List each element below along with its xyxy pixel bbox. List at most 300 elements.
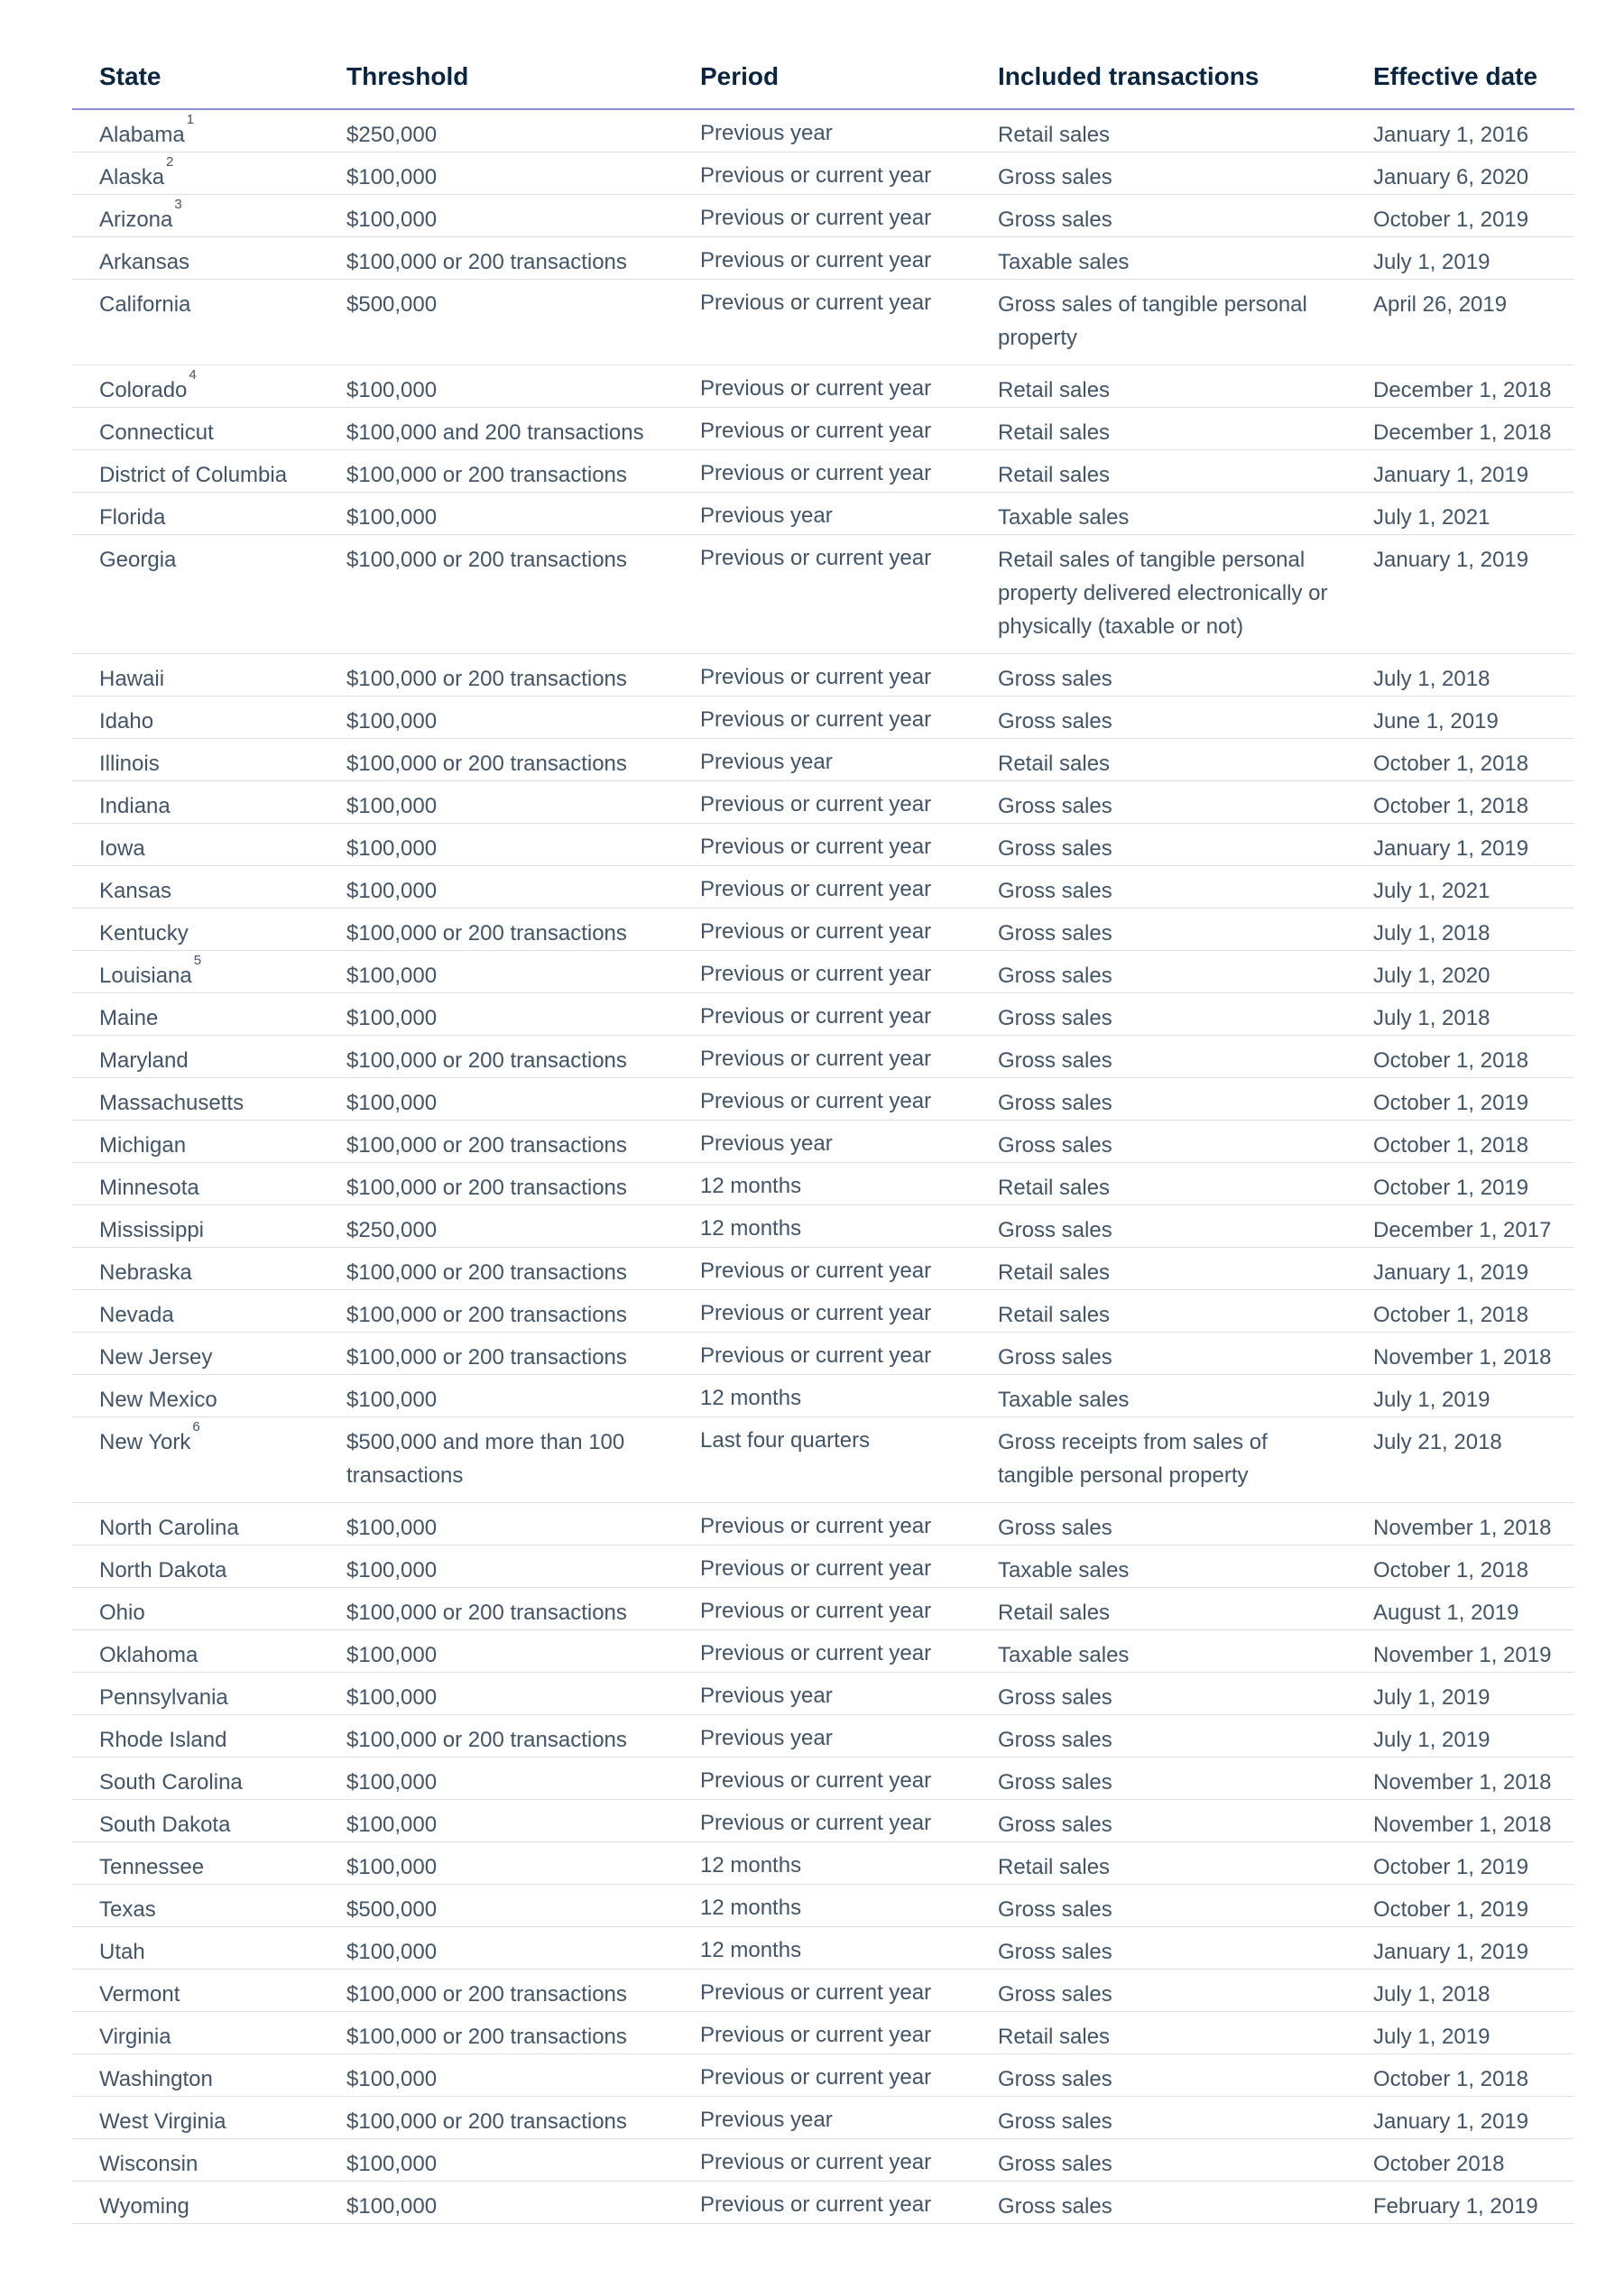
threshold-cell	[319, 1842, 673, 1885]
table-row	[72, 1630, 1574, 1673]
threshold-cell	[319, 697, 673, 739]
included-transactions-cell	[971, 1758, 1346, 1800]
included-transactions-cell	[971, 1121, 1346, 1163]
state-cell	[72, 280, 319, 365]
period-cell-text: Previous or current year	[700, 1556, 932, 1581]
threshold-cell-text: $100,000	[346, 1770, 438, 1795]
table-row	[72, 2139, 1574, 2182]
effective-date-cell	[1346, 1588, 1574, 1630]
effective-date-cell	[1346, 535, 1574, 654]
state-cell-text: Minnesota	[99, 1176, 199, 1200]
included-transactions-cell	[971, 1333, 1346, 1375]
state-cell-text: South Dakota	[99, 1813, 231, 1837]
effective-date-cell	[1346, 450, 1574, 493]
period-cell-text: Previous year	[700, 2108, 833, 2132]
threshold-cell-text: $100,000 or 200 transactions	[346, 250, 627, 274]
state-cell	[72, 1121, 319, 1163]
threshold-cell-text: $100,000 or 200 transactions	[346, 1303, 627, 1327]
period-cell-text: Previous or current year	[700, 163, 932, 188]
threshold-cell	[319, 2097, 673, 2139]
effective-date-cell-text: July 1, 2019	[1373, 1388, 1490, 1412]
period-cell	[673, 1842, 971, 1885]
table-row	[72, 1375, 1574, 1417]
effective-date-cell-text: July 1, 2019	[1373, 250, 1490, 274]
threshold-cell-text: $100,000 or 200 transactions	[346, 2109, 627, 2134]
threshold-cell-text: $100,000 or 200 transactions	[346, 1176, 627, 1200]
table-row	[72, 1545, 1574, 1588]
period-cell	[673, 493, 971, 535]
state-cell-text: Mississippi	[99, 1218, 205, 1242]
period-cell	[673, 280, 971, 365]
footnote-marker: 2	[166, 154, 174, 170]
state-cell-text: Oklahoma	[99, 1643, 198, 1667]
period-cell	[673, 2097, 971, 2139]
threshold-cell	[319, 1121, 673, 1163]
included-transactions-cell-text: Gross receipts from sales of tangible personal property	[998, 1430, 1268, 1488]
included-transactions-cell	[971, 195, 1346, 237]
threshold-cell-text: $100,000 or 200 transactions	[346, 1601, 627, 1625]
threshold-cell-text: $100,000 or 200 transactions	[346, 463, 627, 487]
table-row	[72, 697, 1574, 739]
state-cell	[72, 1333, 319, 1375]
effective-date-cell	[1346, 1673, 1574, 1715]
effective-date-cell-text: January 1, 2019	[1373, 836, 1529, 861]
state-cell-text: Michigan	[99, 1133, 187, 1158]
state-cell	[72, 1205, 319, 1248]
period-cell-text: Previous or current year	[700, 835, 932, 859]
period-cell-text: Previous or current year	[700, 291, 932, 315]
state-cell	[72, 1715, 319, 1758]
period-cell	[673, 195, 971, 237]
period-cell-text: Previous or current year	[700, 919, 932, 944]
threshold-cell	[319, 1885, 673, 1927]
threshold-cell-text: $250,000	[346, 1218, 438, 1242]
state-cell	[72, 739, 319, 781]
threshold-cell	[319, 1205, 673, 1248]
included-transactions-cell-text: Gross sales	[998, 1516, 1112, 1540]
effective-date-cell-text: July 1, 2018	[1373, 667, 1490, 691]
state-cell	[72, 109, 319, 152]
period-cell-text: Previous or current year	[700, 665, 932, 689]
included-transactions-cell	[971, 1417, 1346, 1503]
effective-date-cell-text: February 1, 2019	[1373, 2194, 1538, 2219]
period-cell	[673, 1417, 971, 1503]
threshold-cell-text: $250,000	[346, 123, 438, 147]
included-transactions-cell-text: Gross sales	[998, 2109, 1112, 2134]
period-cell-text: Previous or current year	[700, 1811, 932, 1835]
state-cell-text: Virginia	[99, 2025, 171, 2049]
effective-date-cell	[1346, 1927, 1574, 1970]
period-cell-text: Previous or current year	[700, 546, 932, 570]
effective-date-cell	[1346, 1375, 1574, 1417]
period-cell	[673, 2139, 971, 2182]
column-header-period: Period	[673, 45, 971, 109]
period-cell-text: Previous year	[700, 1726, 833, 1750]
period-cell	[673, 1715, 971, 1758]
effective-date-cell-text: October 1, 2018	[1373, 752, 1529, 776]
table-row	[72, 152, 1574, 195]
state-cell	[72, 152, 319, 195]
threshold-cell	[319, 2054, 673, 2097]
table-row	[72, 1417, 1574, 1503]
state-cell-text: Tennessee	[99, 1855, 205, 1879]
threshold-cell	[319, 280, 673, 365]
period-cell	[673, 1248, 971, 1290]
state-cell	[72, 909, 319, 951]
included-transactions-cell	[971, 1205, 1346, 1248]
effective-date-cell	[1346, 493, 1574, 535]
threshold-cell-text: $100,000 or 200 transactions	[346, 1260, 627, 1285]
state-cell	[72, 493, 319, 535]
footnote-marker: 6	[192, 1419, 200, 1435]
state-cell	[72, 1885, 319, 1927]
period-cell	[673, 781, 971, 824]
included-transactions-cell	[971, 1800, 1346, 1842]
state-cell	[72, 1078, 319, 1121]
threshold-cell	[319, 1503, 673, 1545]
threshold-cell-text: $100,000	[346, 1558, 438, 1582]
state-cell-text: Vermont	[99, 1982, 180, 2007]
threshold-cell	[319, 408, 673, 450]
included-transactions-cell	[971, 1078, 1346, 1121]
effective-date-cell-text: December 1, 2018	[1373, 420, 1552, 445]
table-row	[72, 109, 1574, 152]
threshold-cell-text: $100,000	[346, 208, 438, 232]
state-cell	[72, 450, 319, 493]
table-row	[72, 1036, 1574, 1078]
effective-date-cell-text: April 26, 2019	[1373, 292, 1508, 317]
table-row	[72, 535, 1574, 654]
table-row	[72, 1163, 1574, 1205]
effective-date-cell-text: July 1, 2021	[1373, 879, 1490, 903]
effective-date-cell-text: November 1, 2019	[1373, 1643, 1552, 1667]
included-transactions-cell	[971, 493, 1346, 535]
effective-date-cell	[1346, 2012, 1574, 2054]
period-cell-text: Previous year	[700, 503, 833, 528]
effective-date-cell	[1346, 1503, 1574, 1545]
table-row	[72, 993, 1574, 1036]
included-transactions-cell-text: Gross sales	[998, 1345, 1112, 1370]
period-cell	[673, 1375, 971, 1417]
state-cell-text: Indiana	[99, 794, 171, 818]
period-cell	[673, 450, 971, 493]
state-cell-text: Wyoming	[99, 2194, 189, 2219]
threshold-cell-text: $100,000	[346, 1685, 438, 1710]
included-transactions-cell	[971, 909, 1346, 951]
effective-date-cell	[1346, 1842, 1574, 1885]
effective-date-cell	[1346, 909, 1574, 951]
included-transactions-cell	[971, 1673, 1346, 1715]
included-transactions-cell	[971, 781, 1346, 824]
effective-date-cell	[1346, 2097, 1574, 2139]
included-transactions-cell-text: Gross sales of tangible personal property	[998, 292, 1307, 350]
threshold-cell	[319, 195, 673, 237]
included-transactions-cell	[971, 2054, 1346, 2097]
included-transactions-cell-text: Gross sales	[998, 1770, 1112, 1795]
effective-date-cell-text: October 1, 2018	[1373, 794, 1529, 818]
effective-date-cell	[1346, 408, 1574, 450]
threshold-cell	[319, 1715, 673, 1758]
table-body	[72, 109, 1574, 2224]
effective-date-cell	[1346, 654, 1574, 697]
threshold-cell-text: $100,000	[346, 2194, 438, 2219]
included-transactions-cell-text: Retail sales	[998, 1855, 1111, 1879]
period-cell-text: 12 months	[700, 1938, 802, 1962]
effective-date-cell-text: January 1, 2019	[1373, 1940, 1529, 1964]
state-cell	[72, 697, 319, 739]
included-transactions-cell-text: Gross sales	[998, 1133, 1112, 1158]
effective-date-cell-text: January 1, 2016	[1373, 123, 1529, 147]
state-cell	[72, 1758, 319, 1800]
column-header-state: State	[72, 45, 319, 109]
period-cell	[673, 1758, 971, 1800]
state-cell-text: Kansas	[99, 879, 172, 903]
threshold-cell	[319, 535, 673, 654]
state-cell-text: Nevada	[99, 1303, 174, 1327]
state-cell-text: North Carolina	[99, 1516, 239, 1540]
threshold-cell-text: $100,000	[346, 1006, 438, 1030]
period-cell	[673, 1545, 971, 1588]
included-transactions-cell	[971, 824, 1346, 866]
period-cell-text: 12 months	[700, 1174, 802, 1198]
effective-date-cell-text: October 2018	[1373, 2152, 1505, 2176]
effective-date-cell	[1346, 365, 1574, 408]
threshold-cell	[319, 1290, 673, 1333]
period-cell	[673, 1503, 971, 1545]
threshold-cell-text: $100,000 or 200 transactions	[346, 1133, 627, 1158]
period-cell-text: Previous year	[700, 121, 833, 145]
table-row	[72, 1248, 1574, 1290]
state-cell-text: Illinois	[99, 752, 160, 776]
effective-date-cell	[1346, 1715, 1574, 1758]
table-row	[72, 1927, 1574, 1970]
period-cell	[673, 152, 971, 195]
included-transactions-cell-text: Gross sales	[998, 1728, 1112, 1752]
period-cell	[673, 866, 971, 909]
effective-date-cell	[1346, 1970, 1574, 2012]
table-row	[72, 654, 1574, 697]
included-transactions-cell	[971, 237, 1346, 280]
period-cell-text: 12 months	[700, 1386, 802, 1410]
included-transactions-cell-text: Retail sales	[998, 2025, 1111, 2049]
included-transactions-cell	[971, 866, 1346, 909]
included-transactions-cell-text: Gross sales	[998, 1940, 1112, 1964]
period-cell	[673, 365, 971, 408]
table-row	[72, 1715, 1574, 1758]
included-transactions-cell-text: Gross sales	[998, 1685, 1112, 1710]
included-transactions-cell	[971, 1630, 1346, 1673]
threshold-cell	[319, 237, 673, 280]
effective-date-cell-text: October 1, 2018	[1373, 1303, 1529, 1327]
state-cell-text: Alabama	[99, 123, 185, 147]
included-transactions-cell	[971, 739, 1346, 781]
effective-date-cell	[1346, 1417, 1574, 1503]
state-cell	[72, 1036, 319, 1078]
threshold-cell-text: $100,000 or 200 transactions	[346, 752, 627, 776]
period-cell-text: Previous or current year	[700, 206, 932, 230]
state-cell-text: Texas	[99, 1897, 156, 1922]
threshold-cell-text: $100,000	[346, 794, 438, 818]
threshold-cell-text: $100,000 or 200 transactions	[346, 1728, 627, 1752]
table-row	[72, 1588, 1574, 1630]
table-row	[72, 450, 1574, 493]
threshold-cell-text: $100,000	[346, 378, 438, 402]
effective-date-cell-text: October 1, 2018	[1373, 1048, 1529, 1073]
effective-date-cell	[1346, 1333, 1574, 1375]
state-cell-text: Connecticut	[99, 420, 214, 445]
included-transactions-cell	[971, 1588, 1346, 1630]
threshold-cell	[319, 450, 673, 493]
period-cell	[673, 654, 971, 697]
included-transactions-cell-text: Gross sales	[998, 2067, 1112, 2091]
threshold-cell	[319, 781, 673, 824]
included-transactions-cell	[971, 1885, 1346, 1927]
included-transactions-cell	[971, 2139, 1346, 2182]
included-transactions-cell-text: Retail sales	[998, 463, 1111, 487]
threshold-cell	[319, 2012, 673, 2054]
period-cell	[673, 1121, 971, 1163]
period-cell	[673, 237, 971, 280]
included-transactions-cell	[971, 152, 1346, 195]
period-cell-text: Previous year	[700, 750, 833, 774]
table-row	[72, 280, 1574, 365]
period-cell	[673, 739, 971, 781]
threshold-cell	[319, 1333, 673, 1375]
effective-date-cell-text: August 1, 2019	[1373, 1601, 1519, 1625]
effective-date-cell	[1346, 993, 1574, 1036]
threshold-cell	[319, 866, 673, 909]
state-cell-text: Pennsylvania	[99, 1685, 228, 1710]
included-transactions-cell	[971, 1036, 1346, 1078]
footnote-marker: 3	[174, 197, 182, 212]
state-cell	[72, 2097, 319, 2139]
included-transactions-cell	[971, 1927, 1346, 1970]
period-cell	[673, 909, 971, 951]
state-cell-text: Maryland	[99, 1048, 189, 1073]
table-row	[72, 1333, 1574, 1375]
effective-date-cell-text: July 1, 2018	[1373, 921, 1490, 946]
included-transactions-cell-text: Taxable sales	[998, 250, 1130, 274]
included-transactions-cell-text: Gross sales	[998, 879, 1112, 903]
effective-date-cell	[1346, 280, 1574, 365]
state-cell	[72, 1545, 319, 1588]
effective-date-cell	[1346, 866, 1574, 909]
footnote-marker: 4	[189, 367, 197, 383]
state-cell	[72, 1588, 319, 1630]
period-cell	[673, 1673, 971, 1715]
included-transactions-cell-text: Taxable sales	[998, 1388, 1130, 1412]
threshold-cell	[319, 1673, 673, 1715]
state-cell	[72, 1503, 319, 1545]
effective-date-cell	[1346, 2054, 1574, 2097]
table-row	[72, 1970, 1574, 2012]
table-row	[72, 1503, 1574, 1545]
table-row	[72, 1205, 1574, 1248]
table-row	[72, 1842, 1574, 1885]
period-cell-text: Previous or current year	[700, 792, 932, 817]
threshold-cell-text: $100,000 and 200 transactions	[346, 420, 644, 445]
state-cell-text: Maine	[99, 1006, 159, 1030]
effective-date-cell-text: November 1, 2018	[1373, 1770, 1552, 1795]
state-cell-text: Hawaii	[99, 667, 165, 691]
threshold-cell-text: $100,000	[346, 165, 438, 189]
state-cell	[72, 2054, 319, 2097]
period-cell-text: Previous or current year	[700, 1514, 932, 1538]
state-cell	[72, 993, 319, 1036]
threshold-cell-text: $100,000	[346, 964, 438, 988]
included-transactions-cell-text: Retail sales	[998, 1260, 1111, 1285]
effective-date-cell	[1346, 1121, 1574, 1163]
state-cell-text: West Virginia	[99, 2109, 226, 2134]
effective-date-cell-text: June 1, 2019	[1373, 709, 1499, 734]
period-cell-text: Previous or current year	[700, 1259, 932, 1283]
period-cell-text: Previous or current year	[700, 1599, 932, 1623]
included-transactions-cell-text: Gross sales	[998, 208, 1112, 232]
state-cell-text: New Mexico	[99, 1388, 217, 1412]
period-cell	[673, 1078, 971, 1121]
included-transactions-cell-text: Gross sales	[998, 667, 1112, 691]
included-transactions-cell-text: Taxable sales	[998, 1643, 1130, 1667]
period-cell	[673, 1885, 971, 1927]
threshold-cell-text: $100,000 or 200 transactions	[346, 1345, 627, 1370]
effective-date-cell	[1346, 109, 1574, 152]
state-cell-text: Rhode Island	[99, 1728, 227, 1752]
period-cell-text: Previous or current year	[700, 1641, 932, 1665]
threshold-cell	[319, 365, 673, 408]
included-transactions-cell-text: Retail sales	[998, 420, 1111, 445]
included-transactions-cell	[971, 1545, 1346, 1588]
effective-date-cell-text: July 1, 2020	[1373, 964, 1490, 988]
threshold-cell	[319, 1800, 673, 1842]
column-header-effective-date: Effective date	[1346, 45, 1574, 109]
threshold-cell	[319, 1927, 673, 1970]
threshold-cell	[319, 1078, 673, 1121]
threshold-cell	[319, 1036, 673, 1078]
effective-date-cell	[1346, 237, 1574, 280]
included-transactions-cell	[971, 1715, 1346, 1758]
included-transactions-cell-text: Retail sales of tangible personal property delivered electronically or physically (taxable or not)	[998, 548, 1328, 639]
effective-date-cell-text: October 1, 2019	[1373, 1897, 1529, 1922]
effective-date-cell-text: October 1, 2019	[1373, 1091, 1529, 1115]
effective-date-cell-text: July 21, 2018	[1373, 1430, 1502, 1454]
threshold-cell	[319, 739, 673, 781]
table-row	[72, 1800, 1574, 1842]
included-transactions-cell	[971, 1163, 1346, 1205]
included-transactions-cell-text: Gross sales	[998, 794, 1112, 818]
included-transactions-cell	[971, 1970, 1346, 2012]
effective-date-cell	[1346, 781, 1574, 824]
period-cell-text: Previous or current year	[700, 376, 932, 401]
threshold-cell-text: $100,000	[346, 836, 438, 861]
threshold-cell	[319, 951, 673, 993]
period-cell-text: Previous or current year	[700, 2150, 932, 2174]
state-cell	[72, 824, 319, 866]
table-row	[72, 237, 1574, 280]
period-cell	[673, 1163, 971, 1205]
period-cell-text: Previous or current year	[700, 248, 932, 272]
column-header-threshold: Threshold	[319, 45, 673, 109]
included-transactions-cell-text: Gross sales	[998, 1091, 1112, 1115]
included-transactions-cell-text: Gross sales	[998, 1897, 1112, 1922]
table-row	[72, 824, 1574, 866]
period-cell-text: Previous or current year	[700, 1047, 932, 1071]
state-cell-text: Iowa	[99, 836, 145, 861]
state-cell	[72, 237, 319, 280]
effective-date-cell-text: January 6, 2020	[1373, 165, 1529, 189]
threshold-cell	[319, 993, 673, 1036]
state-cell	[72, 365, 319, 408]
state-cell	[72, 408, 319, 450]
